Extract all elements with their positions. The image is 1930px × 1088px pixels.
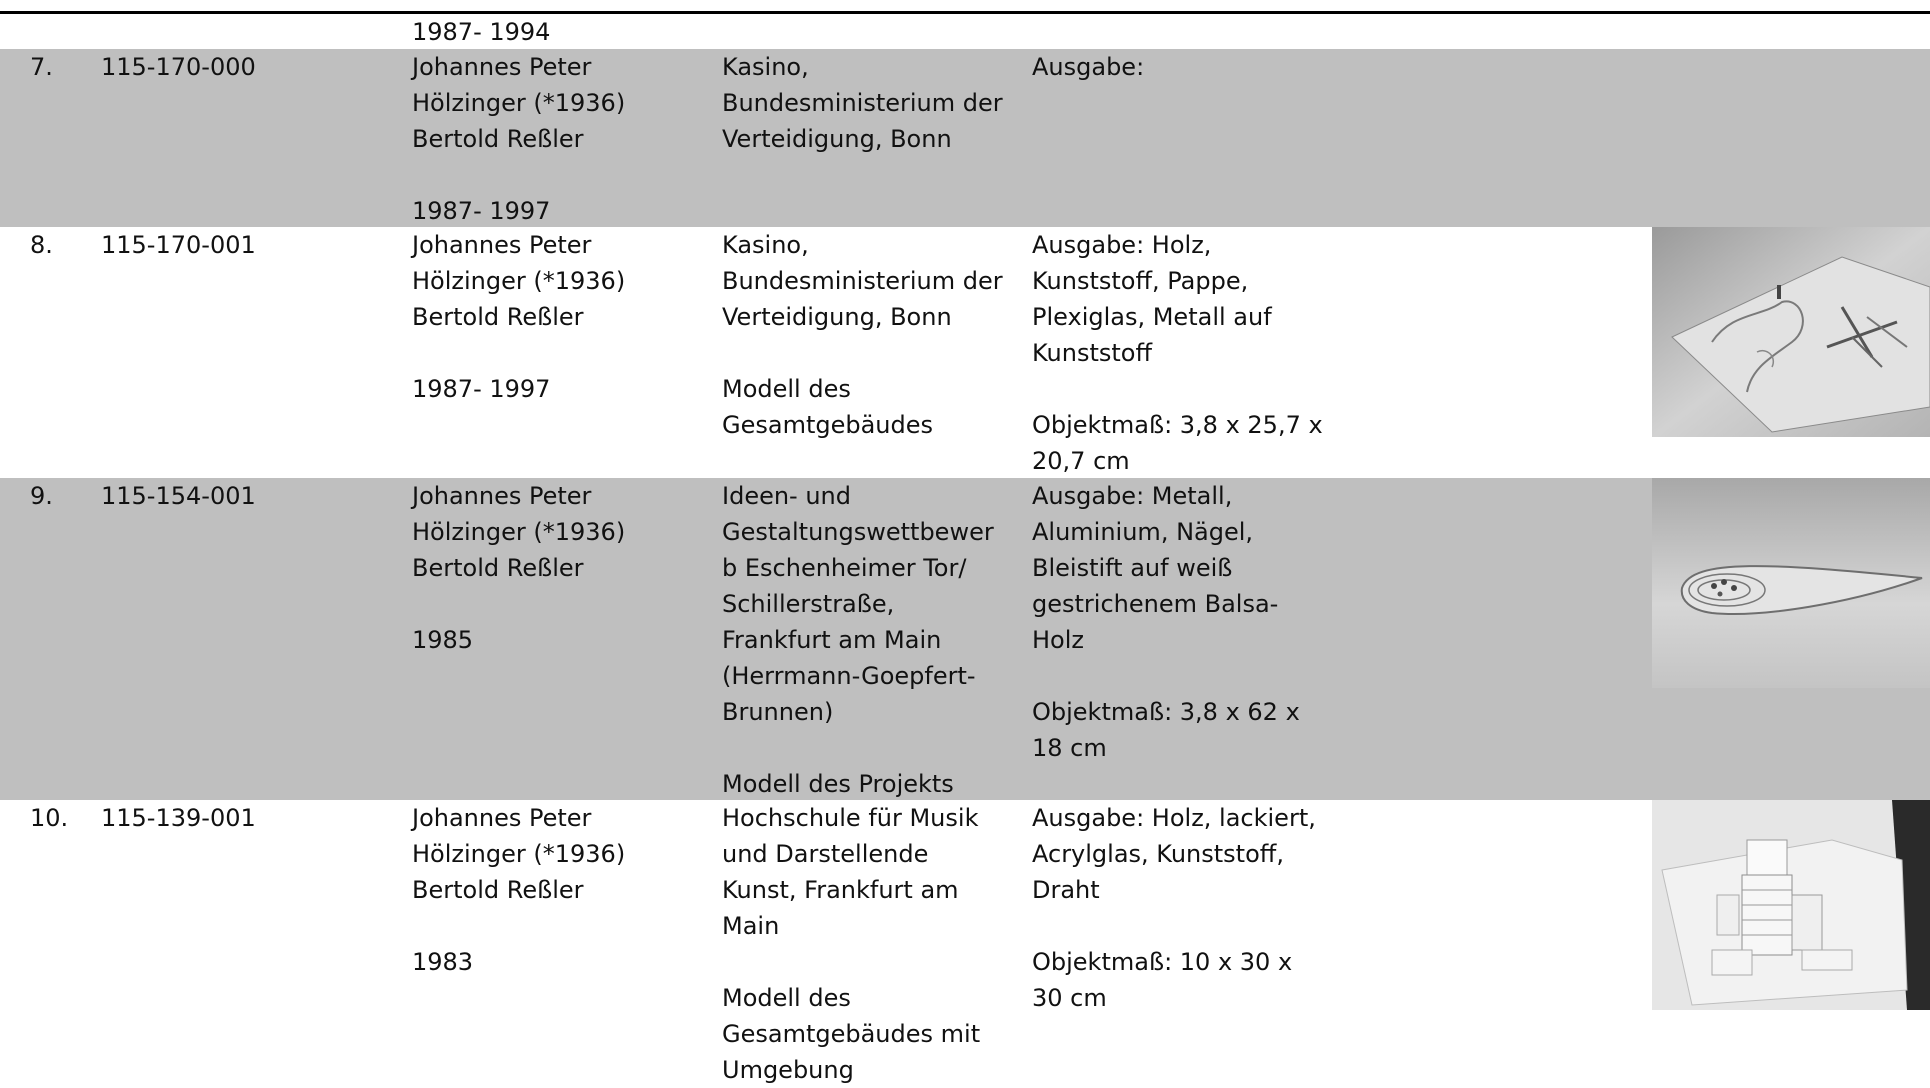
table-row [0, 478, 1930, 800]
inventory-number: 115-170-001 [101, 231, 256, 259]
entry-number: 9. [30, 482, 53, 510]
table-row [0, 227, 1930, 478]
material-cell: Ausgabe: Metall, Aluminium, Nägel, Bleistift auf weiß gestrichenem Balsa- Holz Objektmaß: 3,8 x 62 x 18 cm [1032, 482, 1300, 762]
continuation-row [0, 14, 1930, 50]
title-cell: Kasino, Bundesministerium der Verteidigung, Bonn Modell des Gesamtgebäudes [722, 231, 1003, 439]
material-cell: Ausgabe: Holz, lackiert, Acrylglas, Kunststoff, Draht Objektmaß: 10 x 30 x 30 cm [1032, 804, 1316, 1012]
artist-cell: Johannes Peter Hölzinger (*1936) Bertold Reßler 1985 [412, 482, 626, 654]
model-photo [1652, 478, 1930, 688]
artist-cell: Johannes Peter Hölzinger (*1936) Bertold Reßler 1987- 1997 [412, 231, 626, 403]
title-cell: Hochschule für Musik und Darstellende Kunst, Frankfurt am Main Modell des Gesamtgebäudes mit Umgebung [722, 804, 981, 1084]
model-photo [1652, 227, 1930, 437]
inventory-number: 115-154-001 [101, 482, 256, 510]
entry-number: 8. [30, 231, 53, 259]
table-row [0, 800, 1930, 1085]
inventory-number: 115-139-001 [101, 804, 256, 832]
table-row [0, 49, 1930, 227]
title-cell: Kasino, Bundesministerium der Verteidigung, Bonn [722, 53, 1003, 153]
entry-number: 10. [30, 804, 69, 832]
material-cell: Ausgabe: [1032, 53, 1145, 81]
artist-cell: Johannes Peter Hölzinger (*1936) Bertold Reßler 1983 [412, 804, 626, 976]
artist-cell: Johannes Peter Hölzinger (*1936) Bertold Reßler 1987- 1997 [412, 53, 626, 225]
title-cell: Ideen- und Gestaltungswettbewer b Eschenheimer Tor/ Schillerstraße, Frankfurt am Main (Herrmann-Goepfert- Brunnen) Modell des Projekts [722, 482, 994, 798]
material-cell: Ausgabe: Holz, Kunststoff, Pappe, Plexiglas, Metall auf Kunststoff Objektmaß: 3,8 x 25,7 x 20,7 cm [1032, 231, 1323, 475]
artist-date: 1987- 1994 [412, 18, 551, 46]
entry-number: 7. [30, 53, 53, 81]
model-photo [1652, 800, 1930, 1010]
inventory-number: 115-170-000 [101, 53, 256, 81]
